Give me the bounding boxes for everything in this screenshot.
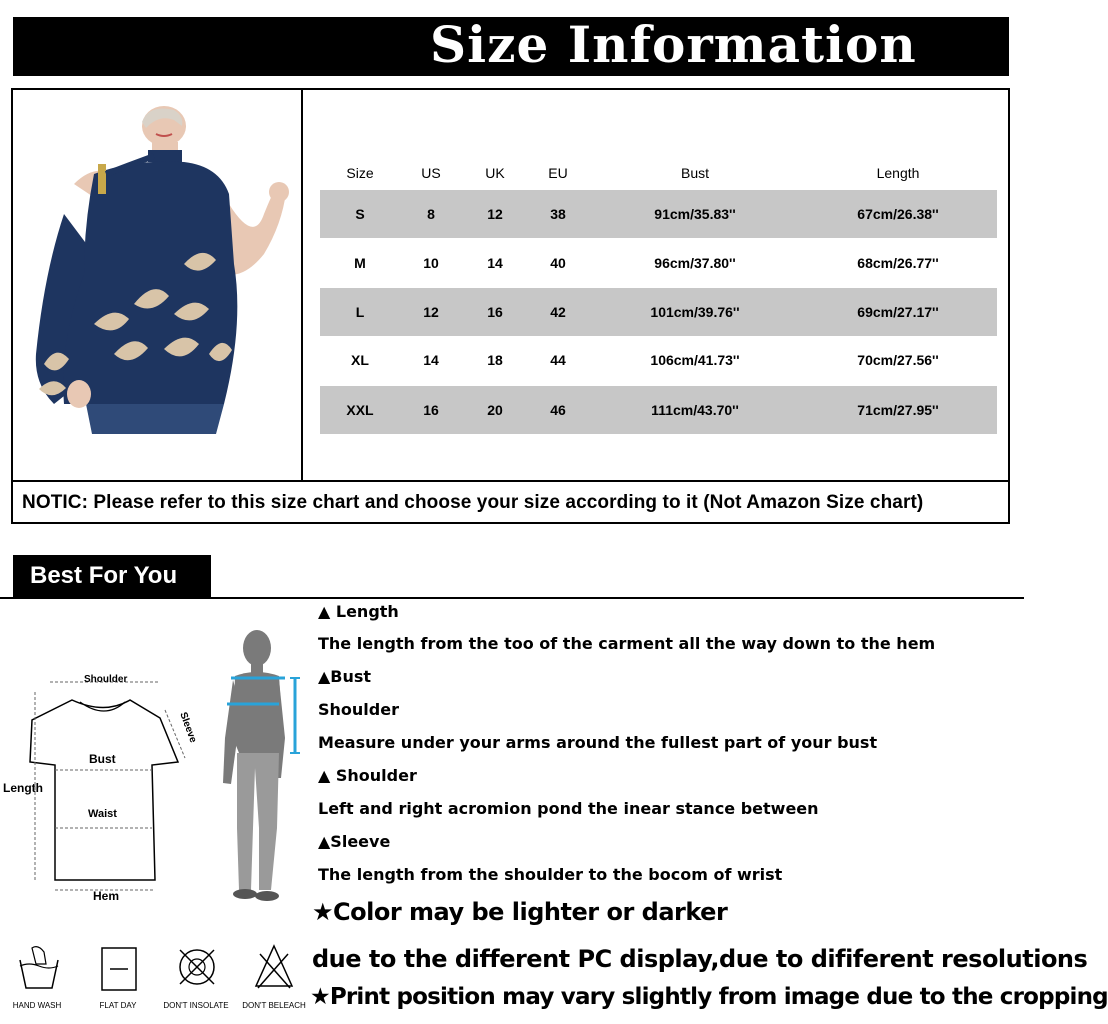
shirt-label-waist: Waist: [88, 808, 117, 820]
note-color: ★Color may be lighter or darker: [312, 898, 728, 926]
table-cell: 46: [550, 402, 566, 418]
care-label-insolate: DON'T INSOLATE: [163, 1001, 229, 1010]
measure-text: Left and right acromion pond the inear stance between: [318, 799, 819, 818]
do-not-insolate-icon: [180, 950, 214, 984]
table-cell: 96cm/37.80'': [654, 255, 736, 271]
frame-divider: [13, 480, 1010, 482]
column-header-length: Length: [876, 165, 920, 181]
measure-text: Measure under your arms around the fullest part of your bust: [318, 733, 878, 752]
shirt-label-hem: Hem: [93, 889, 120, 903]
table-cell: 14: [487, 255, 503, 271]
table-cell: 14: [423, 352, 439, 368]
shirt-label-bust: Bust: [89, 752, 116, 766]
table-cell: 16: [423, 402, 439, 418]
shirt-label-shoulder: Shoulder: [84, 674, 128, 685]
table-cell: 42: [550, 304, 566, 320]
table-cell: 67cm/26.38'': [857, 206, 939, 222]
flat-dry-icon: [102, 948, 136, 990]
table-cell: 8: [427, 206, 435, 222]
column-header-bust: Bust: [680, 165, 710, 181]
best-for-you-title: Best For You: [30, 562, 178, 589]
table-cell: XL: [351, 352, 369, 368]
measure-heading-shoulder: ▲ Shoulder: [318, 766, 417, 785]
table-cell: 91cm/35.83'': [654, 206, 736, 222]
page-title: Size Information: [430, 15, 917, 74]
column-header-eu: EU: [548, 165, 568, 181]
table-cell: 16: [487, 304, 503, 320]
table-cell: 68cm/26.77'': [857, 255, 939, 271]
table-cell: 12: [487, 206, 503, 222]
care-label-bleach: DON'T BELEACH: [242, 1001, 306, 1010]
section-rule: [0, 597, 1024, 599]
care-icons-row: [14, 942, 314, 1000]
table-cell: 12: [423, 304, 439, 320]
measure-text: The length from the too of the carment all the way down to the hem: [318, 634, 936, 653]
hand-wash-icon: [20, 947, 58, 988]
measure-heading-bust: ▲Bust: [318, 667, 372, 686]
table-cell: L: [355, 304, 365, 320]
table-cell: 70cm/27.56'': [857, 352, 939, 368]
table-cell: 106cm/41.73'': [650, 352, 740, 368]
column-header-us: US: [421, 165, 441, 181]
table-cell: 38: [550, 206, 566, 222]
note-print: ★Print position may vary slightly from image due to the cropping: [310, 984, 1108, 1010]
shirt-label-length: Length: [3, 781, 43, 795]
column-header-size: Size: [346, 165, 374, 181]
shirt-label-sleeve: Sleeve: [177, 710, 199, 745]
table-cell: 10: [423, 255, 439, 271]
body-silhouette: [215, 628, 305, 908]
column-header-uk: UK: [485, 165, 505, 181]
table-cell: 111cm/43.70'': [651, 402, 739, 418]
product-photo: [24, 104, 294, 434]
table-cell: 44: [550, 352, 566, 368]
table-cell: 20: [487, 402, 503, 418]
note-display: due to the different PC display,due to dififerent resolutions: [312, 945, 1088, 973]
table-cell: S: [355, 206, 365, 222]
table-cell: 71cm/27.95'': [857, 402, 939, 418]
care-label-hand-wash: HAND WASH: [12, 1001, 62, 1010]
measure-text: Shoulder: [318, 700, 399, 719]
measure-heading-sleeve: ▲Sleeve: [318, 832, 391, 851]
size-notice: NOTIC: Please refer to this size chart and choose your size according to it (Not Amazon Size chart): [22, 492, 924, 513]
table-cell: 69cm/27.17'': [857, 304, 939, 320]
do-not-bleach-icon: [256, 946, 292, 988]
table-cell: M: [354, 255, 366, 271]
care-label-flat-dry: FLAT DAY: [99, 1001, 137, 1010]
frame-divider: [301, 90, 303, 482]
measure-heading-length: ▲ Length: [318, 602, 399, 621]
measure-text: The length from the shoulder to the bocom of wrist: [318, 865, 783, 884]
table-cell: 101cm/39.76'': [650, 304, 740, 320]
table-cell: 40: [550, 255, 566, 271]
table-cell: XXL: [346, 402, 374, 418]
table-cell: 18: [487, 352, 503, 368]
